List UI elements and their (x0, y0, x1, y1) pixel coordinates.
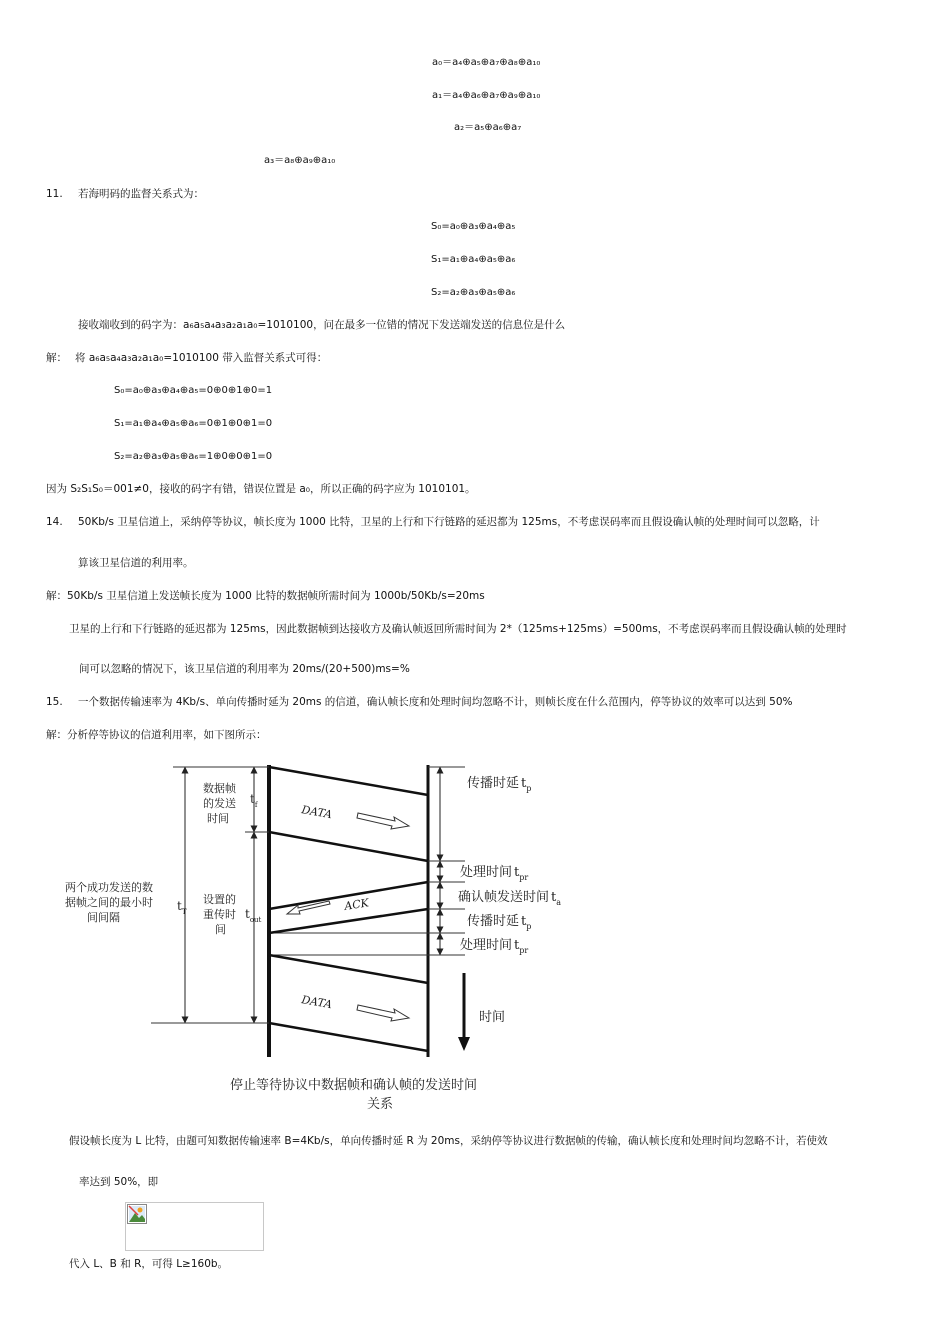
question-11-solution-intro: 将 a₆a₅a₄a₃a₂a₁a₀=1010100 带入监督关系式可得： (75, 352, 328, 364)
solution-label: 解： (46, 352, 67, 364)
ack-send-label: 确认帧发送时间 $t_a$ (458, 890, 562, 907)
diagram-caption-1: 停止等待协议中数据帧和确认帧的发送时间 (230, 1078, 478, 1093)
question-14-line-2: 算该卫星信道的利用率。 (78, 557, 194, 569)
equation-a3: a₃＝a₈⊕a₉⊕a₁₀ (264, 155, 336, 166)
timeout-label-2: 重传时 (203, 908, 236, 921)
equation-a2: a₂＝a₅⊕a₆⊕a₇ (454, 122, 522, 133)
formula-image-placeholder (125, 1202, 264, 1251)
question-14-line-1: 50Kb/s 卫星信道上，采纳停等协议，帧长度为 1000 比特，卫星的上行和下行链路的延迟都为 125ms，不考虑误码率而且假设确认帧的处理时间可以忽略，计 (78, 516, 820, 528)
question-14-solution-3: 间可以忽略的情况下，该卫星信道的利用率为 20ms/(20+500)ms=% (79, 663, 410, 675)
question-11-text: 若海明码的监督关系式为： (78, 188, 204, 200)
processing-label-1: 处理时间 $t_{pr}$ (460, 865, 529, 882)
relation-s0: S₀=a₀⊕a₃⊕a₄⊕a₅ (431, 221, 516, 232)
question-11-number: 11. (46, 188, 63, 200)
broken-image-icon (127, 1204, 147, 1224)
diagram-caption-2: 关系 (367, 1097, 394, 1112)
relation-s2: S₂=a₂⊕a₃⊕a₅⊕a₆ (431, 287, 516, 298)
question-15-assume-2: 率达到 50%，即 (79, 1176, 159, 1188)
min-interval-label-3: 间间隔 (87, 911, 120, 924)
calc-s1: S₁=a₁⊕a₄⊕a₅⊕a₆=0⊕1⊕0⊕1=0 (114, 418, 273, 429)
equation-a1: a₁＝a₄⊕a₆⊕a₇⊕a₉⊕a₁₀ (432, 90, 541, 101)
data-frame-2-label: DATA (300, 993, 334, 1012)
data-frame-1-leading-edge (269, 767, 428, 795)
propagation-label-1: 传播时延 $t_p$ (467, 776, 532, 793)
min-interval-symbol: $t_T$ (177, 899, 187, 916)
propagation-label-2: 传播时延 $t_p$ (467, 914, 532, 931)
send-time-label-2: 的发送 (203, 797, 236, 810)
relation-s1: S₁=a₁⊕a₄⊕a₅⊕a₆ (431, 254, 516, 265)
stop-and-wait-timing-diagram (55, 755, 615, 1117)
send-time-symbol: $t_f$ (250, 792, 258, 809)
ack-frame-label: ACK (343, 896, 370, 913)
question-14-solution-1: 解：50Kb/s 卫星信道上发送帧长度为 1000 比特的数据帧所需时间为 1000b/50Kb/s=20ms (46, 590, 485, 602)
calc-s2: S₂=a₂⊕a₃⊕a₅⊕a₆=1⊕0⊕0⊕1=0 (114, 451, 273, 462)
equation-a0: a₀＝a₄⊕a₅⊕a₇⊕a₈⊕a₁₀ (432, 57, 541, 68)
data-frame-1-trailing-edge (269, 832, 428, 861)
timeout-label-3: 间 (215, 923, 226, 936)
timeout-label-1: 设置的 (203, 893, 236, 906)
question-14-solution-2: 卫星的上行和下行链路的延迟都为 125ms，因此数据帧到达接收方及确认帧返回所需时间为 2*（125ms+125ms）=500ms，不考虑误码率而且假设确认帧的处理时 (69, 623, 847, 635)
data-direction-arrow-2-icon (357, 1005, 409, 1021)
question-11-received: 接收端收到的码字为：a₆a₅a₄a₃a₂a₁a₀=1010100，问在最多一位错的情况下发送端发送的信息位是什么 (78, 319, 566, 331)
min-interval-label-2: 据帧之间的最小时 (65, 896, 153, 909)
question-15-number: 15. (46, 696, 63, 708)
question-15-assume-1: 假设帧长度为 L 比特，由题可知数据传输速率 B=4Kb/s，单向传播时延 R 为 20ms，采纳停等协议进行数据帧的传输，确认帧长度和处理时间均忽略不计，若使效 (69, 1135, 828, 1147)
question-11-conclusion: 因为 S₂S₁S₀＝001≠0，接收的码字有错，错误位置是 a₀，所以正确的码字应为 1010101。 (46, 483, 476, 495)
question-15-solution-intro: 解：分析停等协议的信道利用率，如下图所示： (46, 729, 267, 741)
ack-frame-trailing-edge (269, 909, 428, 933)
data-frame-2-leading-edge (269, 955, 428, 983)
timeout-symbol: $t_{out}$ (245, 907, 262, 924)
question-15-text: 一个数据传输速率为 4Kb/s、单向传播时延为 20ms 的信道，确认帧长度和处理时间均忽略不计，则帧长度在什么范围内，停等协议的效率可以达到 50% (78, 696, 793, 708)
min-interval-label-1: 两个成功发送的数 (65, 881, 153, 894)
calc-s0: S₀=a₀⊕a₃⊕a₄⊕a₅=0⊕0⊕1⊕0=1 (114, 385, 273, 396)
processing-label-2: 处理时间 $t_{pr}$ (460, 938, 529, 955)
data-frame-2-trailing-edge (269, 1023, 428, 1051)
question-14-number: 14. (46, 516, 63, 528)
data-direction-arrow-icon (357, 813, 409, 829)
send-time-label-1: 数据帧 (203, 782, 236, 795)
send-time-label-3: 时间 (207, 812, 229, 825)
time-axis-arrow-head-icon (458, 1037, 470, 1051)
question-15-result: 代入 L、B 和 R，可得 L≥160b。 (69, 1258, 229, 1270)
data-frame-1-label: DATA (300, 803, 334, 822)
time-label: 时间 (479, 1010, 506, 1025)
